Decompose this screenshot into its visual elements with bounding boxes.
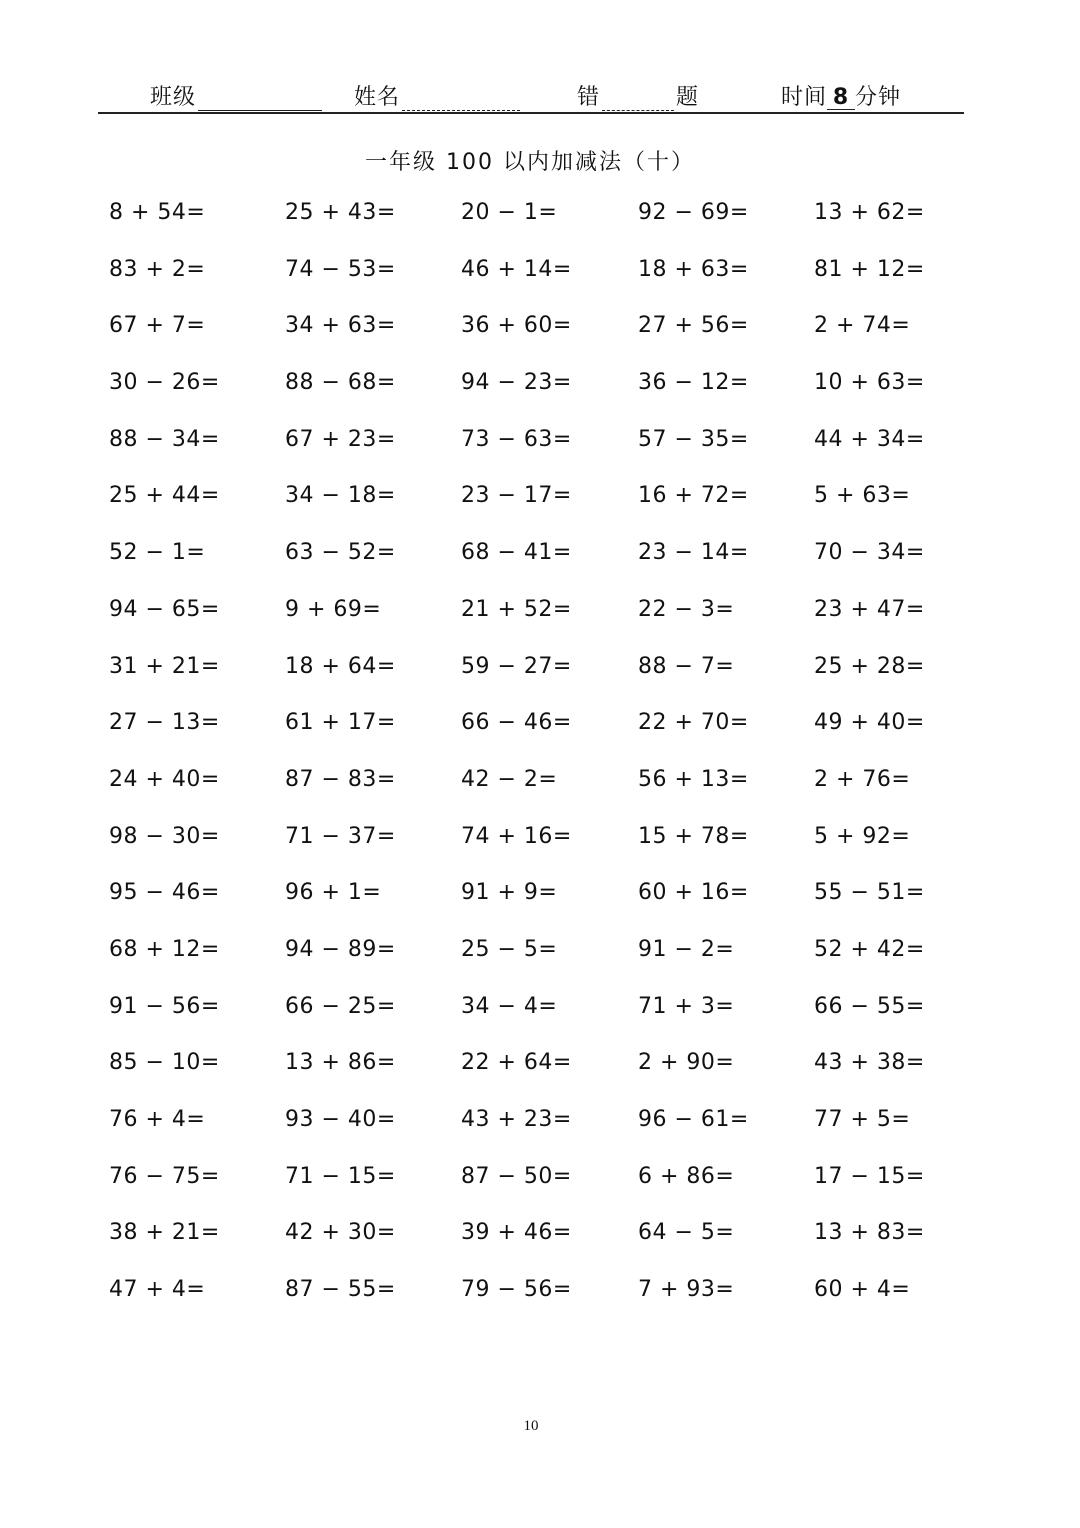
problem-item: 22 − 3= — [638, 596, 735, 622]
problem-item: 22 + 64= — [461, 1050, 572, 1076]
problem-item: 17 − 15= — [814, 1163, 925, 1189]
time-suffix: 分钟 — [855, 85, 902, 110]
problem-item: 21 + 52= — [461, 596, 572, 622]
problem-item: 23 + 47= — [814, 596, 925, 622]
problem-item: 30 − 26= — [109, 370, 220, 396]
problem-item: 88 − 7= — [638, 653, 735, 679]
problem-item: 20 − 1= — [461, 200, 558, 225]
problem-item: 73 − 63= — [461, 426, 572, 452]
problem-item: 8 + 54= — [109, 200, 206, 225]
problem-item: 96 + 1= — [285, 880, 382, 906]
worksheet-title: 一年级 100 以内加减法（十） — [365, 150, 695, 175]
problem-item: 66 − 25= — [285, 993, 396, 1019]
worksheet-header — [98, 76, 964, 114]
name-field — [354, 80, 522, 111]
problem-item: 68 − 41= — [461, 540, 572, 566]
problem-item: 47 + 4= — [109, 1277, 206, 1303]
time-prefix: 时间 — [781, 85, 828, 110]
problem-item: 9 + 69= — [285, 596, 382, 622]
problem-item: 96 − 61= — [638, 1107, 749, 1132]
problem-item: 60 + 16= — [638, 880, 749, 906]
problem-item: 77 + 5= — [814, 1107, 911, 1132]
problem-item: 93 − 40= — [285, 1107, 396, 1132]
problem-item: 31 + 21= — [109, 653, 220, 679]
problem-item: 10 + 63= — [814, 370, 925, 396]
problem-item: 25 + 44= — [109, 483, 220, 509]
problem-item: 66 − 55= — [814, 993, 925, 1019]
problem-item: 23 − 17= — [461, 483, 572, 509]
wrong-suffix: 题 — [676, 85, 700, 110]
problem-item: 71 − 15= — [285, 1163, 396, 1189]
problem-item: 94 − 65= — [109, 596, 220, 622]
problem-item: 42 + 30= — [285, 1220, 396, 1246]
problem-item: 36 − 12= — [638, 370, 749, 396]
problem-item: 70 − 34= — [814, 540, 925, 566]
wrong-prefix: 错 — [577, 85, 601, 110]
problem-item: 87 − 50= — [461, 1163, 572, 1189]
problem-item: 25 + 28= — [814, 653, 925, 679]
problem-item: 55 − 51= — [814, 880, 925, 906]
problem-item: 81 + 12= — [814, 256, 925, 282]
problem-item: 63 − 52= — [285, 540, 396, 566]
page-number: 10 — [523, 1418, 539, 1434]
problem-item: 94 − 23= — [461, 370, 572, 396]
problem-item: 71 + 3= — [638, 993, 735, 1019]
problem-item: 18 + 63= — [638, 256, 749, 282]
problem-item: 25 + 43= — [285, 200, 396, 225]
problem-item: 76 + 4= — [109, 1107, 206, 1132]
problem-item: 94 − 89= — [285, 936, 396, 962]
problem-item: 42 − 2= — [461, 766, 558, 792]
problem-item: 52 − 1= — [109, 540, 206, 566]
name-blank[interactable] — [402, 88, 520, 111]
problem-item: 76 − 75= — [109, 1163, 220, 1189]
problem-item: 85 − 10= — [109, 1050, 220, 1076]
problem-item: 88 − 34= — [109, 426, 220, 452]
problem-item: 39 + 46= — [461, 1220, 572, 1246]
problem-item: 34 − 4= — [461, 993, 558, 1019]
problem-item: 56 + 13= — [638, 766, 749, 792]
problem-item: 60 + 4= — [814, 1277, 911, 1303]
problem-item: 88 − 68= — [285, 370, 396, 396]
problem-item: 91 − 56= — [109, 993, 220, 1019]
problem-item: 57 − 35= — [638, 426, 749, 452]
problem-item: 43 + 38= — [814, 1050, 925, 1076]
problem-item: 64 − 5= — [638, 1220, 735, 1246]
problem-item: 87 − 83= — [285, 766, 396, 792]
problem-item: 68 + 12= — [109, 936, 220, 962]
problem-item: 2 + 74= — [814, 313, 911, 339]
problem-item: 34 − 18= — [285, 483, 396, 509]
problem-item: 67 + 7= — [109, 313, 206, 339]
problem-item: 23 − 14= — [638, 540, 749, 566]
class-blank[interactable] — [198, 88, 322, 111]
problem-item: 87 − 55= — [285, 1277, 396, 1303]
problem-item: 34 + 63= — [285, 313, 396, 339]
problem-item: 13 + 83= — [814, 1220, 925, 1246]
problem-item: 92 − 69= — [638, 200, 749, 225]
problem-item: 13 + 62= — [814, 200, 925, 225]
problem-item: 18 + 64= — [285, 653, 396, 679]
problem-item: 61 + 17= — [285, 710, 396, 736]
problem-item: 27 − 13= — [109, 710, 220, 736]
problem-item: 15 + 78= — [638, 823, 749, 849]
class-field — [150, 80, 324, 111]
problem-item: 43 + 23= — [461, 1107, 572, 1132]
problem-item: 2 + 90= — [638, 1050, 735, 1076]
problem-item: 59 − 27= — [461, 653, 572, 679]
time-field — [781, 80, 901, 111]
problem-item: 27 + 56= — [638, 313, 749, 339]
wrong-count-field — [577, 80, 699, 111]
problem-item: 13 + 86= — [285, 1050, 396, 1076]
problem-item: 91 − 2= — [638, 936, 735, 962]
problem-item: 67 + 23= — [285, 426, 396, 452]
problem-item: 66 − 46= — [461, 710, 572, 736]
problem-item: 5 + 63= — [814, 483, 911, 509]
problem-item: 44 + 34= — [814, 426, 925, 452]
problem-item: 6 + 86= — [638, 1163, 735, 1189]
problem-item: 5 + 92= — [814, 823, 911, 849]
problem-item: 2 + 76= — [814, 766, 911, 792]
problem-item: 79 − 56= — [461, 1277, 572, 1303]
problem-item: 36 + 60= — [461, 313, 572, 339]
problem-item: 71 − 37= — [285, 823, 396, 849]
wrong-count-blank[interactable] — [602, 88, 674, 111]
problem-item: 24 + 40= — [109, 766, 220, 792]
name-label: 姓名 — [354, 85, 401, 110]
problem-item: 95 − 46= — [109, 880, 220, 906]
problem-item: 74 + 16= — [461, 823, 572, 849]
problem-item: 49 + 40= — [814, 710, 925, 736]
time-value: 8 — [827, 87, 855, 110]
class-label: 班级 — [150, 85, 197, 110]
problem-item: 46 + 14= — [461, 256, 572, 282]
problem-item: 16 + 72= — [638, 483, 749, 509]
problem-item: 83 + 2= — [109, 256, 206, 282]
problem-item: 52 + 42= — [814, 936, 925, 962]
problem-item: 25 − 5= — [461, 936, 558, 962]
problem-item: 74 − 53= — [285, 256, 396, 282]
problem-item: 98 − 30= — [109, 823, 220, 849]
problem-item: 91 + 9= — [461, 880, 558, 906]
problem-item: 22 + 70= — [638, 710, 749, 736]
problem-item: 7 + 93= — [638, 1277, 735, 1303]
problem-item: 38 + 21= — [109, 1220, 220, 1246]
